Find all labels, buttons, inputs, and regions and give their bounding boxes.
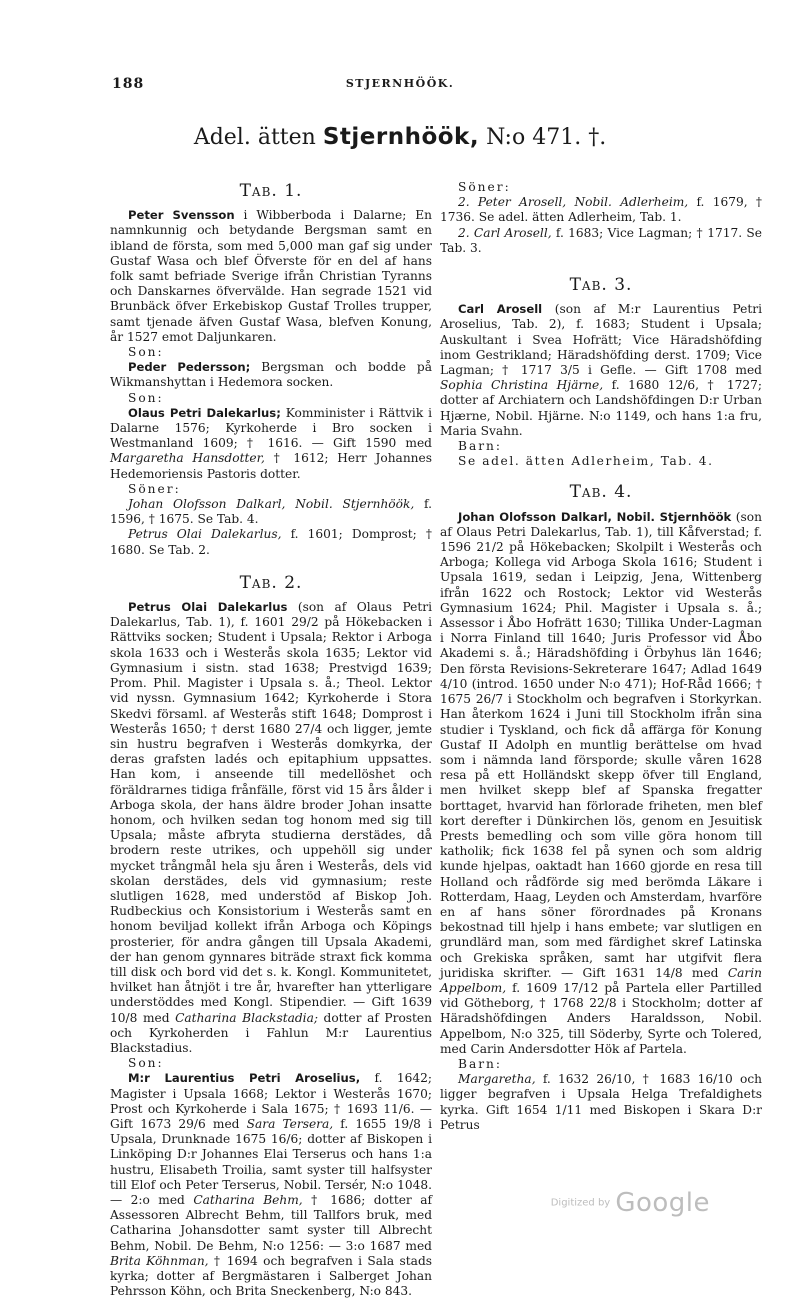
spouse-name: Margaretha Hansdotter, <box>110 451 265 466</box>
son-label: Son: <box>128 1056 164 1071</box>
running-title: STJERNHÖÖK. <box>345 77 455 90</box>
tab-1-heading: Tab. 1. <box>239 181 303 201</box>
spouse-name: Brita Köhnman, <box>110 1253 209 1268</box>
title-suffix: N:o 471. †. <box>486 125 607 150</box>
sons-label: Söner: <box>458 180 511 194</box>
tab-3-reference-note: Se adel. ätten Adlerheim, Tab. 4. <box>458 454 714 469</box>
entry-text: f. 1601; Domprost; † 1680. Se Tab. 2. <box>110 527 432 557</box>
entry-text: f. 1680 12/6, † 1727; dotter af Archiatern och Landshöfdingen D:r Urban Hjærne, Nobil. Hjärne. N:o 1149, och hans 1:a fru, Maria Svahn. <box>440 378 763 438</box>
tab-4-heading: Tab. 4. <box>569 482 633 503</box>
digitized-by-watermark <box>551 1188 710 1218</box>
tab-1-child-petrus <box>110 527 432 557</box>
entry-text: i Wibberboda i Dalarne; En namnkunnig och betydande Bergsman samt en ibland de första, som med 5,000 man gaf sig under Gustaf Wasa och blef Öfverste för en del af hans folk samt befriade Sverige ifrån Christian Tyranns och Danskarnes öfvervälde. Han segrade 1521 vid Brunbäck öfver Erkebiskop Gustaf Trolles trupper, samt tjenade äfven Gustaf Wasa, blefven Konung, år 1527 emot Daljunkaren. <box>110 208 432 344</box>
google-logo: Google <box>615 1188 710 1218</box>
tab-4-entry-johan <box>440 510 762 1057</box>
entry-text: dotter af Prosten och Kyrkoherden i Fahlun M:r Laurentius Blackstadius. <box>110 1010 432 1055</box>
right-column <box>440 180 762 1133</box>
person-name: Johan Olofsson Dalkarl, Nobil. Stjernhöök <box>458 509 732 524</box>
watermark-prefix: Digitized by <box>550 1197 611 1209</box>
page-title <box>0 124 800 150</box>
person-name: Peder Pedersson; <box>128 360 251 375</box>
tab-1-entry-peter <box>110 208 432 345</box>
entry-text: (son af M:r Laurentius Petri Aroselius, Tab. 2), f. 1683; Student i Upsala; Auskultant i Svea Hofrätt; Vice Häradshöfding inom Gestrikland; Häradshöfding derst. 1709; Vice Lagman; † 1717 3/5 i Gefle. — Gift 1708 med <box>440 302 762 378</box>
title-family-name: Stjernhöök, <box>322 124 480 150</box>
entry-text: f. 1642; Magister i Upsala 1668; Lektor i Westerås 1670; Prost och Kyrkoherde i Sala 1675; † 1693 11/6. — Gift 1673 29/6 med <box>110 1071 432 1131</box>
tab-3-entry-carl <box>440 302 762 439</box>
entry-text: Komminister i Rättvik i Dalarne 1576; Kyrkoherde i Bro socken i Westmanland 1609; † 1616. — Gift 1590 med <box>110 405 432 451</box>
son-label: Son: <box>128 345 164 360</box>
spouse-name: Sara Terserа, <box>246 1116 334 1131</box>
person-name: Carl Arosell <box>458 302 543 317</box>
entry-text: f. 1609 17/12 på Partela eller Partilled vid Götheborg, † 1768 22/8 i Stockholm; dotter af Häradshöfdingen Anders Haraldsson, Nobil. Appelbom, N:o 325, till Söderby, Syrte och Tolered, med Carin Andersdotter Hök af Partela. <box>440 980 762 1056</box>
children-label: Barn: <box>458 1056 503 1071</box>
spouse-name: Catharina Behm, <box>193 1193 303 1207</box>
entry-text: f. 1632 26/10, † 1683 16/10 och ligger begrafven i Upsala Helga Trefaldighets kyrka. Gift 1654 1/11 med Biskopen i Skara D:r Petrus <box>440 1072 762 1132</box>
spouse-name: Carin Appelbom, <box>440 965 762 995</box>
spouse-name: Sophia Christina Hjärne, <box>440 378 604 393</box>
child-name: Petrus Olai Dalekarlus, <box>128 527 282 542</box>
tab-2-heading: Tab. 2. <box>239 572 303 593</box>
left-column <box>110 180 432 1299</box>
entry-text: f. 1679, † 1736. Se adel. ätten Adlerheim, Tab. 1. <box>440 195 762 225</box>
entry-text: f. 1596, † 1675. Se Tab. 4. <box>110 497 432 527</box>
tab-2-child-peter <box>440 195 762 225</box>
person-name: M:r Laurentius Petri Aroselius, <box>128 1071 361 1086</box>
entry-text: f. 1683; Vice Lagman; † 1717. Se Tab. 3. <box>440 225 762 255</box>
entry-text: † 1694 och begrafven i Sala stads kyrka; dotter af Bergmästaren i Salberget Johan Pehrsson Köhn, och Brita Sneckenberg, N:o 843. <box>110 1253 432 1299</box>
tab-3-heading: Tab. 3. <box>569 275 633 296</box>
sons-label: Söner: <box>128 481 181 496</box>
person-name: Olaus Petri Dalekarlus; <box>128 405 281 420</box>
entry-text: † 1612; Herr Johannes Hedemoriensis Pastoris dotter. <box>110 451 432 481</box>
son-label: Son: <box>128 390 164 405</box>
running-head <box>112 76 688 96</box>
entry-text: Bergsman och bodde på Wikmanshyttan i Hedemora socken. <box>110 360 432 390</box>
spouse-name: Catharina Blackstadia; <box>175 1010 318 1025</box>
child-name: 2. Carl Arosell, <box>458 225 552 240</box>
entry-text: (son af Olaus Petri Dalekarlus, Tab. 1), f. 1601 29/2 på Hökebacken i Rättviks socken; Student i Upsala; Rektor i Arboga skola 1633 och i Westerås skola 1635; Lektor vid Gymnasium i sistn. stad 1638; Prestvigd 1639; Prom. Phil. Magister i Upsala s. å.; Theol. Lektor vid nyssn. Gymnasium 1642; Kyrkoherde i Stora Skedvi församl. af Westerås stift 1648; Domprost i Westerås 1650; † derst 1680 27/4 och ligger, jemte sin hustru begrafven i Westerås domkyrka, der deras grafsten ladés och epitaphium uppsattes. Han kom, i anseende till medellöshet och föräldrarnes tidiga frånfälle, först vid 15 års ålder i Arboga skola, der hans äldre broder Johan insatte honom, och hvilken sedan tog honom med sig till Upsala; måste afbryta studierna derstädes, då brodern reste utrikes, och uppehöll sig under mycket trångmål hela sju åren i Westerås, dels vid skolan derstädes, dels vid gymnasium; reste slutligen 1628, med understöd af Biskop Joh. Rudbeckius och Konsistorium i Westerås samt en honom beviljad kollekt ifrån Arboga och Köpings prosterier, för andra gången till Upsala Akademi, der han genom gynnares biträde straxt fick komma till disk och bord vid det s. k. Kongl. Kommunitetet, hvilket han åtnjöt i tre år, hvarefter han ytterligare understöddes med Kongl. Stipendier. — Gift 1639 10/8 med <box>110 600 433 1025</box>
child-name: 2. Peter Arosell, Nobil. Adlerheim, <box>458 195 689 210</box>
entry-text: (son af Olaus Petri Dalekarlus, Tab. 1), till Kåfverstad; f. 1596 21/2 på Hökebacken; Skolpilt i Westerås och Arboga; Kollega vid Arboga Skola 1616; Student i Upsala 1619, sedan i Leipzig, Jena, Wittenberg ifrån 1622 och Rostock; Lektor vid Westerås Gymnasium 1624; Phil. Magister i Upsala s. å.; Assessor i Åbo Hofrätt 1630; Tillika Under-Lagman i Norra Finland till 1640; Juris Professor vid Åbo Akademi s. å.; Häradshöfding i Örbyhus län 1646; Den första Revisions-Sekreterare 1647; Adlad 1649 4/10 (introd. 1650 under N:o 471); Hof-Råd 1666; † 1675 26/7 i Stockholm och begrafven i Storkyrkan. Han återkom 1624 i Juni till Stockholm ifrån sina studier i Tyskland, och fick då affärga för Konung Gustaf II Adolph en muntlig berättelse om hvad som i nämnda land försporde; skulle våren 1628 resa på ett Holländskt skepp öfver till England, men hvilket skepp blef af Spanska fregatter borttaget, hvarvid han förlorade friheten, men blef kort derefter i Dünkirchen lös, genom en Jesuitisk Prests bemedling och som ville göra honom till katholik; fick 1638 fel på synen och som aldrig kunde hjelpas, oaktadt han 1660 gjorde en resa till Holland och rådförde sig med berömda Läkare i Rotterdam, Haag, Leyden och Amsterdam, hvarföre en af hans söner förordnades på Kronans bekostnad till hjelp i hans embete; var slutligen en grundlärd man, som med färdighet skref Latinska och Grekiska språken, samt har utgifvit flera juridiska skrifter. — Gift 1631 14/8 med <box>440 509 762 980</box>
tab-2-entry-laurentius <box>110 1071 432 1299</box>
child-name: Margaretha, <box>458 1072 536 1087</box>
tab-1-entry-olaus <box>110 406 432 482</box>
entry-text: † 1686; dotter af Assessoren Albrecht Behm, till Tallfors bruk, med Catharina Johansdotter samt syster till Albrecht Behm, Nobil. De Behm, N:o 1256: — 3:o 1687 med <box>110 1193 432 1253</box>
children-label: Barn: <box>458 439 503 454</box>
tab-4-child-margaretha <box>440 1072 762 1133</box>
child-name: Johan Olofsson Dalkarl, Nobil. Stjernhöök, <box>128 497 415 512</box>
person-name: Peter Svensson <box>128 208 235 223</box>
tab-1-entry-peder <box>110 360 432 390</box>
tab-2-entry-petrus <box>110 600 432 1056</box>
entry-text: f. 1655 19/8 i Upsala, Drunknade 1675 16/6; dotter af Biskopen i Linköping D:r Johannes Elai Terserus och hans 1:a hustru, Elisabeth Troilia, samt syster till halfsyster till Elof och Peter Terserus, Nobil. Tersér, N:o 1048. — 2:o med <box>110 1116 432 1207</box>
tab-2-child-carl <box>440 226 762 256</box>
title-prefix: Adel. ätten <box>193 125 316 150</box>
tab-1-child-johan <box>110 497 432 527</box>
person-name: Petrus Olai Dalekarlus <box>128 600 288 615</box>
page-number: 188 <box>112 76 145 92</box>
